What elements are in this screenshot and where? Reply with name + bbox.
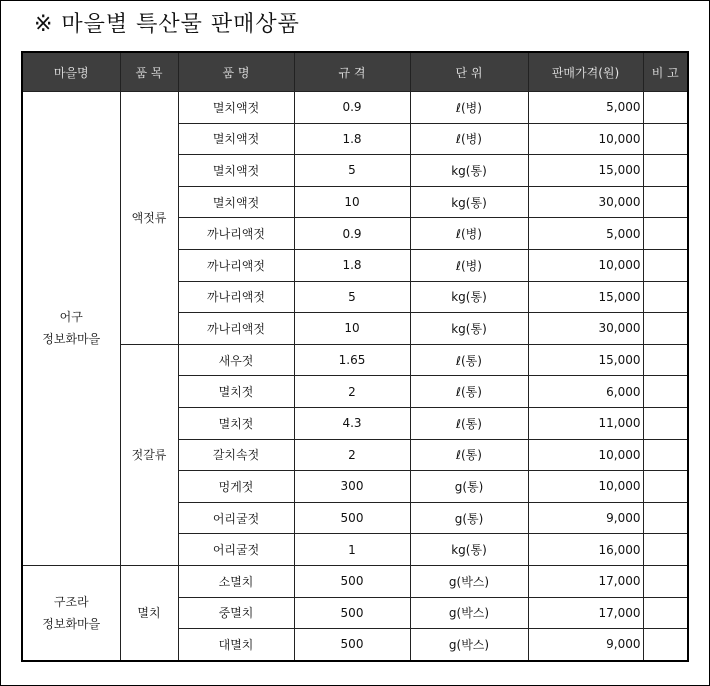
product-name-cell: 까나리액젓 <box>178 249 294 281</box>
price-cell: 6,000 <box>528 376 643 408</box>
unit-cell: g(통) <box>410 471 528 503</box>
spec-cell: 2 <box>294 376 410 408</box>
price-cell: 11,000 <box>528 407 643 439</box>
product-name-cell: 어리굴젓 <box>178 502 294 534</box>
price-cell: 10,000 <box>528 123 643 155</box>
unit-cell: kg(통) <box>410 281 528 313</box>
price-cell: 15,000 <box>528 281 643 313</box>
note-cell <box>643 123 688 155</box>
table-body <box>22 92 688 661</box>
spec-cell: 5 <box>294 155 410 187</box>
unit-cell: ℓ(병) <box>410 218 528 250</box>
price-cell: 9,000 <box>528 502 643 534</box>
header-product: 품 명 <box>178 52 294 92</box>
header-unit: 단 위 <box>410 52 528 92</box>
product-name-cell: 새우젓 <box>178 344 294 376</box>
product-name-cell: 까나리액젓 <box>178 281 294 313</box>
spec-cell: 0.9 <box>294 92 410 124</box>
header-village: 마을명 <box>22 52 120 92</box>
unit-cell: ℓ(통) <box>410 407 528 439</box>
product-name-cell: 멸치액젓 <box>178 186 294 218</box>
unit-cell: g(박스) <box>410 597 528 629</box>
price-cell: 30,000 <box>528 186 643 218</box>
spec-cell: 1.8 <box>294 249 410 281</box>
spec-cell: 1.65 <box>294 344 410 376</box>
note-cell <box>643 565 688 597</box>
village-name-line1: 구조라 <box>53 594 89 609</box>
note-cell <box>643 439 688 471</box>
spec-cell: 500 <box>294 502 410 534</box>
village-name-line1: 어구 <box>59 310 83 325</box>
unit-cell: g(박스) <box>410 565 528 597</box>
unit-cell: ℓ(병) <box>410 123 528 155</box>
note-cell <box>643 92 688 124</box>
table-row <box>22 565 688 597</box>
spec-cell: 10 <box>294 186 410 218</box>
note-cell <box>643 155 688 187</box>
note-cell <box>643 407 688 439</box>
category-cell: 액젓류 <box>120 92 178 345</box>
header-category: 품 목 <box>120 52 178 92</box>
category-cell: 젓갈류 <box>120 344 178 565</box>
price-cell: 30,000 <box>528 313 643 345</box>
product-name-cell: 멍게젓 <box>178 471 294 503</box>
header-spec: 규 격 <box>294 52 410 92</box>
product-name-cell: 멸치젓 <box>178 407 294 439</box>
category-cell: 멸치 <box>120 565 178 660</box>
header-note: 비 고 <box>643 52 688 92</box>
unit-cell: kg(통) <box>410 186 528 218</box>
unit-cell: ℓ(병) <box>410 249 528 281</box>
spec-cell: 0.9 <box>294 218 410 250</box>
village-name-line2: 정보화마을 <box>42 616 101 631</box>
spec-cell: 1 <box>294 534 410 566</box>
price-cell: 16,000 <box>528 534 643 566</box>
unit-cell: g(통) <box>410 502 528 534</box>
village-name-cell <box>22 92 120 566</box>
spec-cell: 300 <box>294 471 410 503</box>
spec-cell: 2 <box>294 439 410 471</box>
table-row <box>22 344 688 376</box>
note-cell <box>643 629 688 661</box>
note-cell <box>643 376 688 408</box>
price-cell: 10,000 <box>528 439 643 471</box>
note-cell <box>643 186 688 218</box>
unit-cell: ℓ(통) <box>410 376 528 408</box>
note-cell <box>643 502 688 534</box>
product-name-cell: 대멸치 <box>178 629 294 661</box>
spec-cell: 500 <box>294 597 410 629</box>
price-cell: 15,000 <box>528 155 643 187</box>
village-name-line2: 정보화마을 <box>42 332 101 347</box>
note-cell <box>643 281 688 313</box>
price-cell: 15,000 <box>528 344 643 376</box>
note-cell <box>643 218 688 250</box>
note-cell <box>643 471 688 503</box>
spec-cell: 500 <box>294 629 410 661</box>
spec-cell: 5 <box>294 281 410 313</box>
unit-cell: g(박스) <box>410 629 528 661</box>
product-name-cell: 갈치속젓 <box>178 439 294 471</box>
unit-cell: kg(통) <box>410 155 528 187</box>
product-table <box>21 51 689 662</box>
product-name-cell: 어리굴젓 <box>178 534 294 566</box>
header-price: 판매가격(원) <box>528 52 643 92</box>
village-name-cell <box>22 565 120 660</box>
product-name-cell: 멸치젓 <box>178 376 294 408</box>
product-name-cell: 멸치액젓 <box>178 123 294 155</box>
price-cell: 17,000 <box>528 597 643 629</box>
price-cell: 9,000 <box>528 629 643 661</box>
note-cell <box>643 597 688 629</box>
note-cell <box>643 534 688 566</box>
note-cell <box>643 313 688 345</box>
unit-cell: kg(통) <box>410 313 528 345</box>
price-cell: 10,000 <box>528 471 643 503</box>
table-row <box>22 92 688 124</box>
price-cell: 5,000 <box>528 218 643 250</box>
price-cell: 17,000 <box>528 565 643 597</box>
price-cell: 10,000 <box>528 249 643 281</box>
product-name-cell: 중멸치 <box>178 597 294 629</box>
product-name-cell: 멸치액젓 <box>178 92 294 124</box>
spec-cell: 10 <box>294 313 410 345</box>
note-cell <box>643 344 688 376</box>
unit-cell: ℓ(병) <box>410 92 528 124</box>
spec-cell: 1.8 <box>294 123 410 155</box>
spec-cell: 500 <box>294 565 410 597</box>
unit-cell: ℓ(통) <box>410 439 528 471</box>
product-name-cell: 까나리액젓 <box>178 313 294 345</box>
header-row <box>22 52 688 92</box>
note-cell <box>643 249 688 281</box>
page-title: ※ 마을별 특산물 판매상품 <box>34 12 300 37</box>
spec-cell: 4.3 <box>294 407 410 439</box>
product-name-cell: 멸치액젓 <box>178 155 294 187</box>
unit-cell: kg(통) <box>410 534 528 566</box>
unit-cell: ℓ(통) <box>410 344 528 376</box>
product-name-cell: 까나리액젓 <box>178 218 294 250</box>
price-cell: 5,000 <box>528 92 643 124</box>
product-name-cell: 소멸치 <box>178 565 294 597</box>
